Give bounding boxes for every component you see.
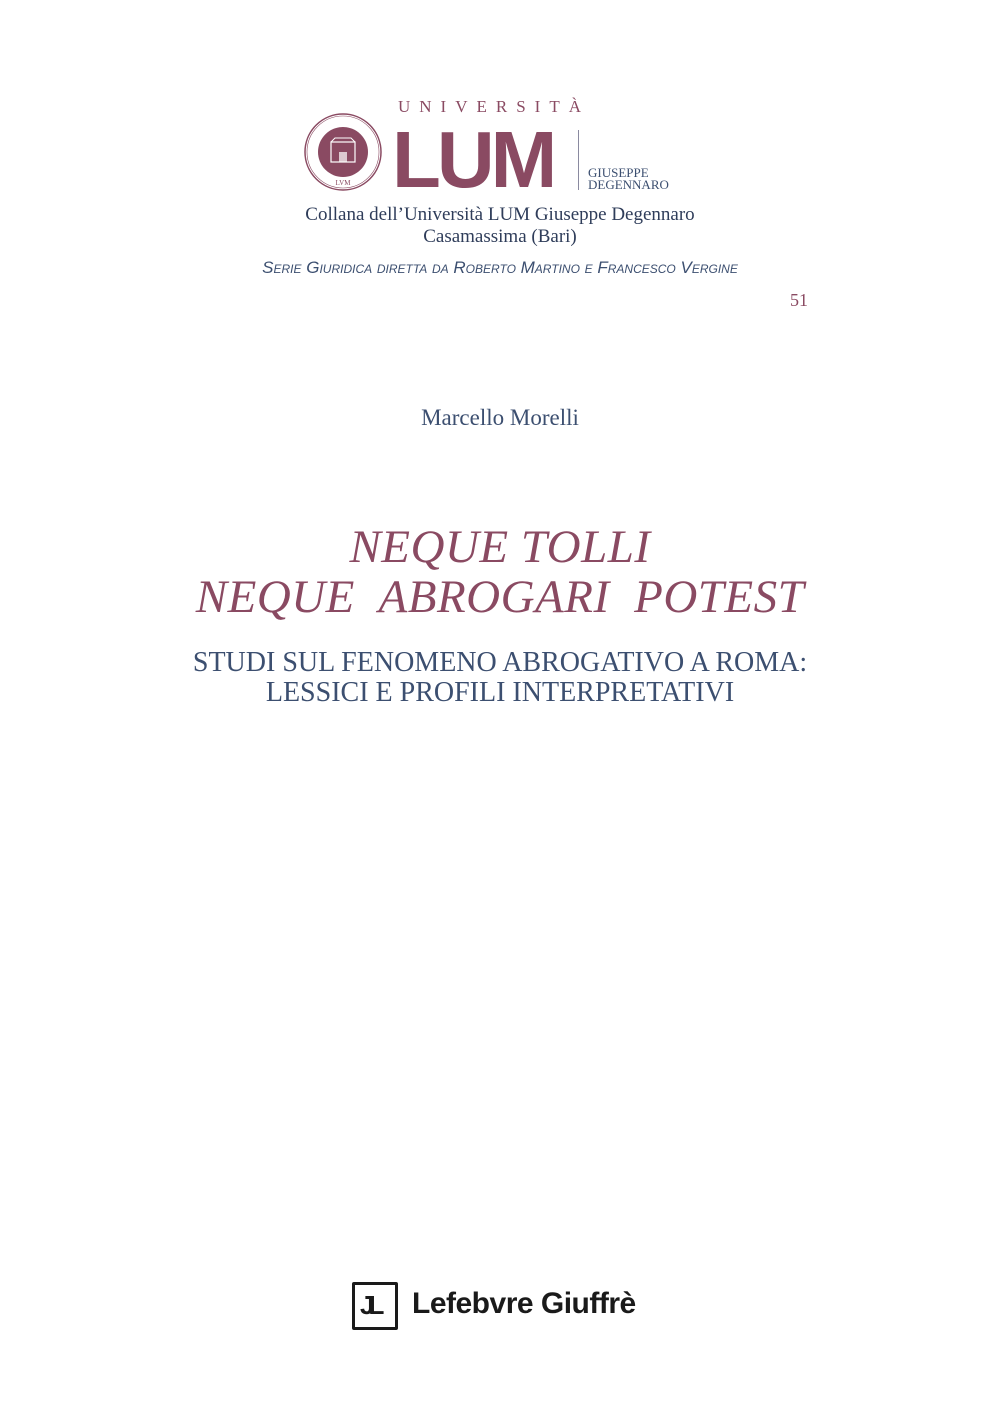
title-line-1: NEQUE TOLLI [349,521,651,573]
logo-divider [578,130,579,190]
subtitle-line-1: STUDI SUL FENOMENO ABROGATIVO A ROMA: [192,647,808,678]
book-title [0,522,1000,622]
place-text: Casamassima (Bari) [423,226,577,247]
giuseppe-degennaro-label [588,167,669,191]
title-line-2: NEQUE ABROGARI POTEST [195,571,805,623]
subtitle-line-2: LESSICI E PROFILI INTERPRETATIVI [265,677,735,708]
collana-text: Collana dell’Università LUM Giuseppe Degennaro [305,204,695,225]
lum-logo-text: LUM [392,115,554,204]
university-seal-icon [303,112,383,192]
publisher-mark: JL [360,1290,379,1320]
series-collana [0,204,1000,248]
svg-text:LVM: LVM [335,179,351,187]
degennaro-text: DEGENNARO [588,177,669,192]
book-subtitle [0,648,1000,708]
author: Marcello Morelli [421,405,579,430]
universita-label: UNIVERSITÀ [398,97,590,116]
giuseppe-text: GIUSEPPE [588,165,649,180]
series-editors: Serie Giuridica diretta da Roberto Martino e Francesco Vergine [262,258,738,277]
series-number: 51 [790,290,808,310]
publisher-name: Lefebvre Giuffrè [412,1287,636,1320]
publisher-logo-icon [352,1282,398,1330]
